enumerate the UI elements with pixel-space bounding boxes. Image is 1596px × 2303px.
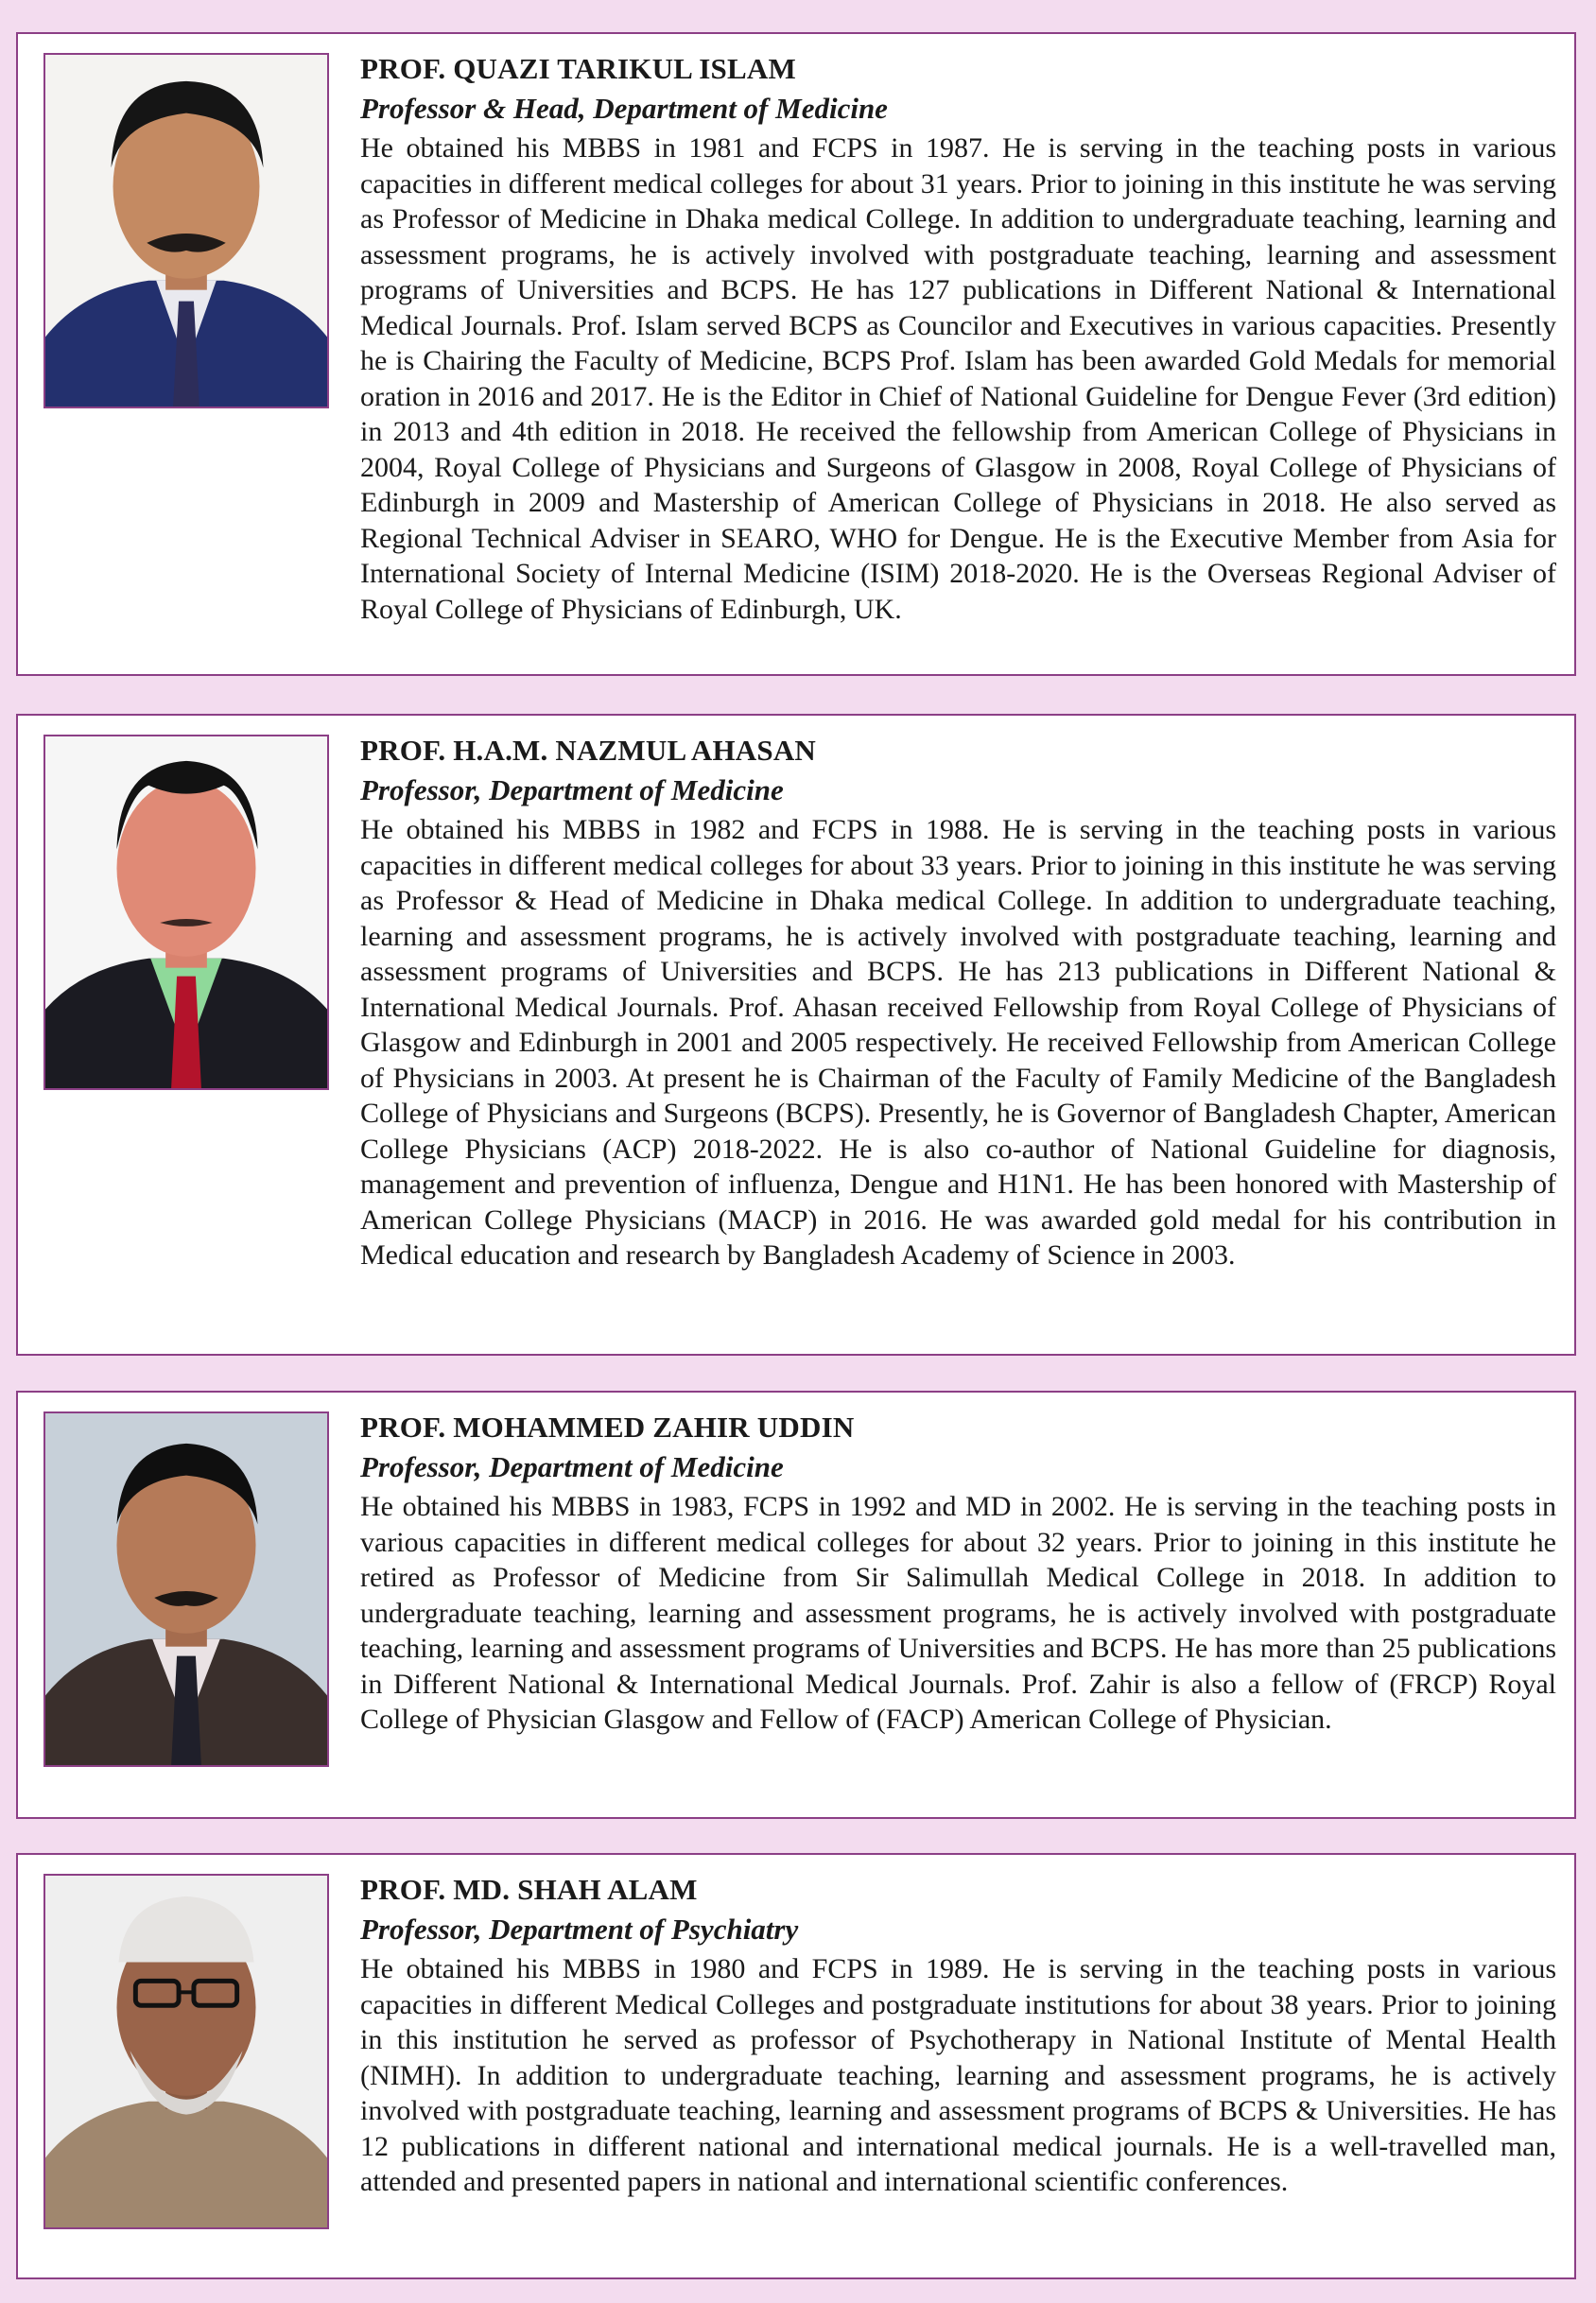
profile-bio: He obtained his MBBS in 1982 and FCPS in 1988. He is serving in the teaching posts in various capacities in different medical colleges for about 33 years. Prior to joining in this institute he was serving as Professor & Head of Medicine in Dhaka medical College. In addition to undergraduate teaching, learning and assessment programs, he is actively involved with postgraduate teaching, learning and assessment programs of Universities and BCPS. He has 213 publications in Different National & International Medical Journals. Prof. Ahasan received Fellowship from Royal College of Physicians of Glasgow and Edinburgh in 2001 and 2005 respectively. He received Fellowship from American College of Physicians in 2003. At present he is Chairman of the Faculty of Family Medicine of the Bangladesh College of Physicians and Surgeons (BCPS). Presently, he is Governor of Bangladesh Chapter, American College Physicians (ACP) 2018-2022. He is also co-author of National Guideline for diagnosis, management and prevention of influenza, Dengue and H1N1. He has been honored with Mastership of American College Physicians (MACP) in 2016. He was awarded gold medal for his contribution in Medical education and research by Bangladesh Academy of Science in 2003. bbox=[360, 814, 1556, 1271]
profile-text bbox=[360, 51, 1556, 627]
profile-name: PROF. H.A.M. NAZMUL AHASAN bbox=[360, 734, 816, 767]
portrait-photo bbox=[43, 735, 329, 1090]
profile-bio: He obtained his MBBS in 1981 and FCPS in 1987. He is serving in the teaching posts in various capacities in different medical colleges for about 31 years. Prior to joining in this institute he was serving as Professor of Medicine in Dhaka medical College. In addition to undergraduate teaching, learning and assessment programs, he is actively involved with postgraduate teaching, learning and assessment programs of Universities and BCPS. He has 127 publications in Different National & International Medical Journals. Prof. Islam served BCPS as Councilor and Executives in various capacities. Presently he is Chairing the Faculty of Medicine, BCPS Prof. Islam has been awarded Gold Medals for memorial oration in 2016 and 2017. He is the Editor in Chief of National Guideline for Dengue Fever (3rd edition) in 2013 and 4th edition in 2018. He received the fellowship from American College of Physicians in 2004, Royal College of Physicians and Surgeons of Glasgow in 2008, Royal College of Physicians of Edinburgh in 2009 and Mastership of American College of Physicians in 2018. He also served as Regional Technical Adviser in SEARO, WHO for Dengue. He is the Executive Member from Asia for International Society of Internal Medicine (ISIM) 2018-2020. He is the Overseas Regional Adviser of Royal College of Physicians of Edinburgh, UK. bbox=[360, 132, 1556, 625]
profile-name: PROF. MOHAMMED ZAHIR UDDIN bbox=[360, 1411, 855, 1444]
profile-text bbox=[360, 1872, 1556, 2200]
profile-card-1 bbox=[16, 32, 1576, 676]
profile-title: Professor & Head, Department of Medicine bbox=[360, 92, 888, 125]
profile-name: PROF. MD. SHAH ALAM bbox=[360, 1873, 698, 1906]
profile-title: Professor, Department of Medicine bbox=[360, 1450, 784, 1483]
profile-text bbox=[360, 1410, 1556, 1738]
profile-card-3 bbox=[16, 1391, 1576, 1819]
portrait-photo bbox=[43, 1411, 329, 1767]
profile-title: Professor, Department of Medicine bbox=[360, 773, 784, 806]
profile-card-4 bbox=[16, 1853, 1576, 2279]
profile-text bbox=[360, 733, 1556, 1273]
profile-bio: He obtained his MBBS in 1980 and FCPS in 1989. He is serving in the teaching posts in various capacities in different Medical Colleges and postgraduate institutions for about 38 years. Prior to joining in this institution he served as professor of Psychotherapy in National Institute of Mental Health (NIMH). In addition to undergraduate teaching, learning and assessment programs, he is actively involved with postgraduate teaching, learning and assessment programs of BCPS & Universities. He has 12 publications in different national and international medical journals. He is a well-travelled man, attended and presented papers in national and international scientific conferences. bbox=[360, 1953, 1556, 2197]
profile-name: PROF. QUAZI TARIKUL ISLAM bbox=[360, 52, 796, 85]
profile-bio: He obtained his MBBS in 1983, FCPS in 1992 and MD in 2002. He is serving in the teaching posts in various capacities in different medical colleges for about 32 years. Prior to joining in this institute he retired as Professor of Medicine from Sir Salimullah Medical College in 2018. In addition to undergraduate teaching, learning and assessment programs, he is actively involved with postgraduate teaching, learning and assessment programs of Universities and BCPS. He has more than 25 publications in Different National & International Medical Journals. Prof. Zahir is also a fellow of (FRCP) Royal College of Physician Glasgow and Fellow of (FACP) American College of Physician. bbox=[360, 1491, 1556, 1735]
profile-title: Professor, Department of Psychiatry bbox=[360, 1913, 799, 1946]
portrait-photo bbox=[43, 53, 329, 408]
portrait-photo bbox=[43, 1874, 329, 2229]
profile-card-2 bbox=[16, 714, 1576, 1356]
